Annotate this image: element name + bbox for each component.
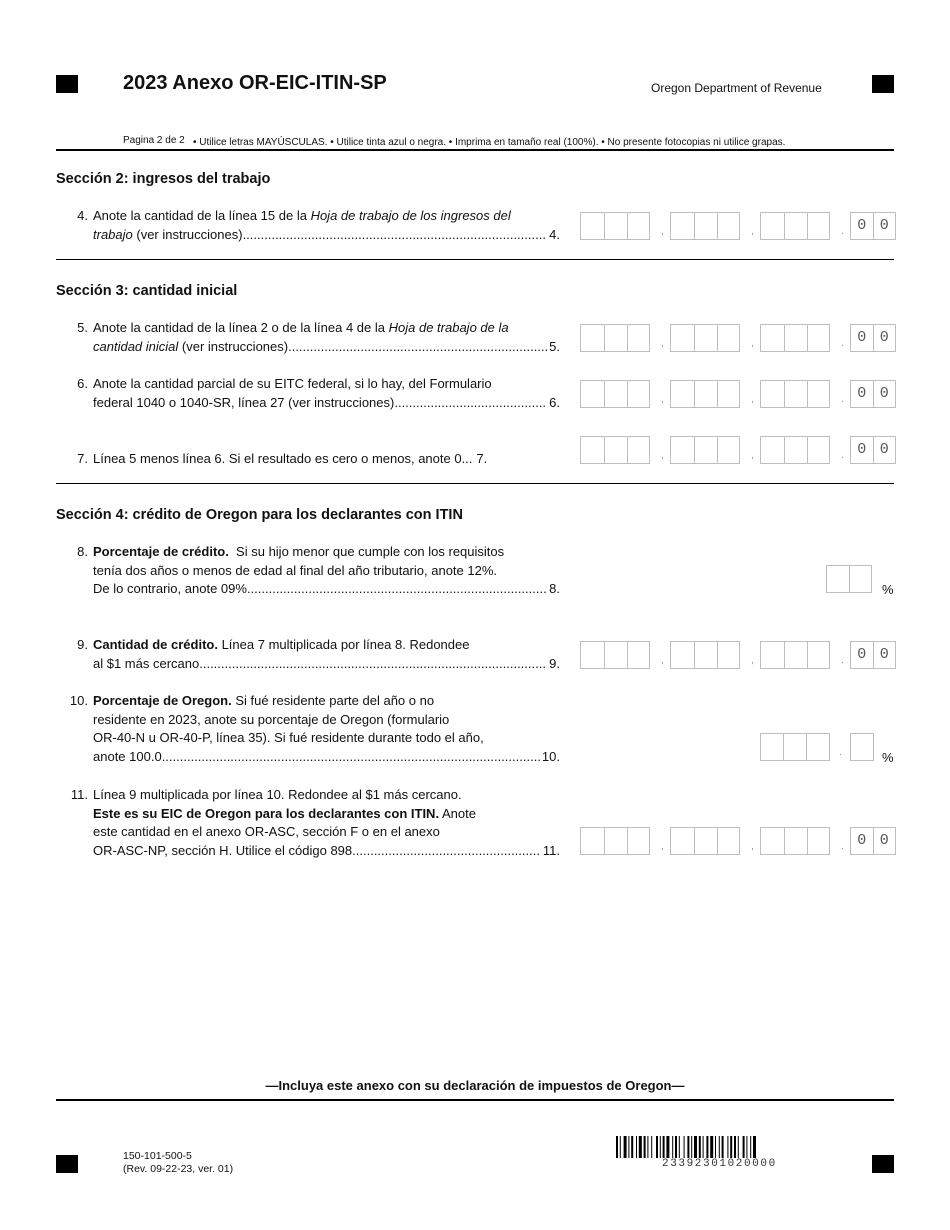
thousands-separator: , bbox=[661, 450, 664, 461]
registration-mark-top-left bbox=[56, 75, 78, 93]
cents-digit: 0 bbox=[857, 385, 867, 402]
section-3-heading: Sección 3: cantidad inicial bbox=[56, 283, 238, 299]
cents-digit: 0 bbox=[857, 329, 867, 346]
cents-box bbox=[850, 380, 896, 408]
percent-sign: % bbox=[882, 750, 894, 765]
section-2-heading: Sección 2: ingresos del trabajo bbox=[56, 171, 271, 187]
thousands-separator: , bbox=[751, 841, 754, 852]
registration-mark-bottom-right bbox=[872, 1155, 894, 1173]
line-7-amount-field[interactable] bbox=[580, 436, 896, 466]
cents-digit: 0 bbox=[857, 217, 867, 234]
decimal-point: . bbox=[839, 747, 842, 758]
digit-group-box[interactable] bbox=[760, 380, 830, 408]
section-rule bbox=[56, 483, 894, 484]
thousands-separator: , bbox=[661, 655, 664, 666]
decimal-point: . bbox=[841, 450, 844, 461]
thousands-separator: , bbox=[751, 655, 754, 666]
line-7-text: 7. Línea 5 menos línea 6. Si el resultado es cero o menos, anote 0... 7. bbox=[77, 451, 488, 466]
cents-digit: 0 bbox=[873, 642, 896, 668]
digit-group-box[interactable] bbox=[580, 324, 650, 352]
cents-digit: 0 bbox=[857, 441, 867, 458]
thousands-separator: , bbox=[751, 394, 754, 405]
cents-box bbox=[850, 436, 896, 464]
digit-group-box[interactable] bbox=[580, 641, 650, 669]
line-8-percent-field[interactable] bbox=[826, 565, 872, 593]
thousands-separator: , bbox=[751, 226, 754, 237]
page-indicator: Pagina 2 de 2 bbox=[123, 135, 185, 146]
cents-digit: 0 bbox=[857, 646, 867, 663]
digit-group-box[interactable] bbox=[670, 641, 740, 669]
cents-digit: 0 bbox=[873, 325, 896, 351]
cents-box bbox=[850, 641, 896, 669]
digit-group-box[interactable] bbox=[760, 212, 830, 240]
digit-group-box[interactable] bbox=[580, 827, 650, 855]
header-rule bbox=[56, 149, 894, 151]
digit-group-box[interactable] bbox=[760, 641, 830, 669]
footer-note: —Incluya este anexo con su declaración de impuestos de Oregon— bbox=[265, 1078, 685, 1093]
section-rule bbox=[56, 259, 894, 260]
digit-group-box[interactable] bbox=[760, 324, 830, 352]
line-11-amount-field[interactable] bbox=[580, 827, 896, 857]
barcode-icon bbox=[616, 1136, 826, 1158]
decimal-point: . bbox=[841, 841, 844, 852]
thousands-separator: , bbox=[661, 841, 664, 852]
revision-info: (Rev. 09-22-23, ver. 01) bbox=[123, 1163, 234, 1175]
digit-group-box[interactable] bbox=[670, 436, 740, 464]
line-10-percent-whole-field[interactable] bbox=[760, 733, 830, 761]
line-9-text: 9. Cantidad de crédito. Línea 7 multiplicada por línea 8. Redondee al $1 más cercano ..... 9. bbox=[60, 636, 560, 673]
line-6-amount-field[interactable] bbox=[580, 380, 896, 410]
decimal-point: . bbox=[841, 226, 844, 237]
cents-digit: 0 bbox=[873, 213, 896, 239]
line-10-percent-decimal-field[interactable] bbox=[850, 733, 874, 761]
decimal-point: . bbox=[841, 394, 844, 405]
digit-group-box[interactable] bbox=[580, 436, 650, 464]
line-11-text: 11. Línea 9 multiplicada por línea 10. Redondee al $1 más cercano. Este es su EIC de Oregon para los declarantes con ITIN. Anote este cantidad en el anexo OR-ASC, sección F o en el anexo OR-ASC-NP, sección H. Utilice el código 898. ..... 11. bbox=[60, 786, 560, 860]
cents-digit: 0 bbox=[873, 828, 896, 854]
form-number-block bbox=[123, 1150, 233, 1176]
digit-group-box[interactable] bbox=[760, 827, 830, 855]
line-4-text: 4. Anote la cantidad de la línea 15 de la Hoja de trabajo de los ingresos del trabajo (ver instrucciones) ..... 4. bbox=[60, 207, 560, 244]
cents-digit: 0 bbox=[873, 437, 896, 463]
form-title: 2023 Anexo OR-EIC-ITIN-SP bbox=[123, 72, 387, 94]
decimal-point: . bbox=[841, 338, 844, 349]
cents-digit: 0 bbox=[873, 381, 896, 407]
line-5-text: 5. Anote la cantidad de la línea 2 o de la línea 4 de la Hoja de trabajo de la cantidad inicial (ver instrucciones) ..... 5. bbox=[60, 319, 560, 356]
digit-group-box[interactable] bbox=[670, 212, 740, 240]
digit-group-box[interactable] bbox=[580, 380, 650, 408]
line-4-amount-field[interactable] bbox=[580, 212, 896, 242]
thousands-separator: , bbox=[661, 394, 664, 405]
cents-box bbox=[850, 827, 896, 855]
department-name: Oregon Department of Revenue bbox=[651, 81, 822, 95]
digit-group-box[interactable] bbox=[670, 324, 740, 352]
line-9-amount-field[interactable] bbox=[580, 641, 896, 671]
digit-group-box[interactable] bbox=[760, 436, 830, 464]
barcode-number: 23392301020000 bbox=[662, 1158, 777, 1170]
form-number: 150-101-500-5 bbox=[123, 1150, 192, 1162]
thousands-separator: , bbox=[661, 226, 664, 237]
line-10-text: 10. Porcentaje de Oregon. Si fué residente parte del año o no residente en 2023, anote su porcentaje de Oregon (formulario OR-40-N u OR-40-P, línea 35). Si fué residente durante todo el año, anote 100.0 ..... 10. bbox=[60, 692, 560, 766]
cents-digit: 0 bbox=[857, 832, 867, 849]
digit-group-box[interactable] bbox=[670, 827, 740, 855]
thousands-separator: , bbox=[661, 338, 664, 349]
digit-group-box[interactable] bbox=[670, 380, 740, 408]
cents-box bbox=[850, 212, 896, 240]
line-6-text: 6. Anote la cantidad parcial de su EITC federal, si lo hay, del Formulario federal 1040 o 1040-SR, línea 27 (ver instrucciones) ..... 6. bbox=[60, 375, 560, 412]
thousands-separator: , bbox=[751, 450, 754, 461]
digit-group-box[interactable] bbox=[580, 212, 650, 240]
decimal-point: . bbox=[841, 655, 844, 666]
registration-mark-bottom-left bbox=[56, 1155, 78, 1173]
footer-rule bbox=[56, 1099, 894, 1101]
registration-mark-top-right bbox=[872, 75, 894, 93]
percent-sign: % bbox=[882, 582, 894, 597]
line-8-text: 8. Porcentaje de crédito. Si su hijo menor que cumple con los requisitos tenía dos años o menos de edad al final del año tributario, anote 12%. De lo contrario, anote 09% ..... 8. bbox=[60, 543, 560, 599]
line-5-amount-field[interactable] bbox=[580, 324, 896, 354]
print-instructions: • Utilice letras MAYÚSCULAS. • Utilice tinta azul o negra. • Imprima en tamaño real (100%). • No presente fotocopias ni utilice grapas. bbox=[193, 137, 786, 148]
cents-box bbox=[850, 324, 896, 352]
section-4-heading: Sección 4: crédito de Oregon para los declarantes con ITIN bbox=[56, 507, 463, 523]
thousands-separator: , bbox=[751, 338, 754, 349]
